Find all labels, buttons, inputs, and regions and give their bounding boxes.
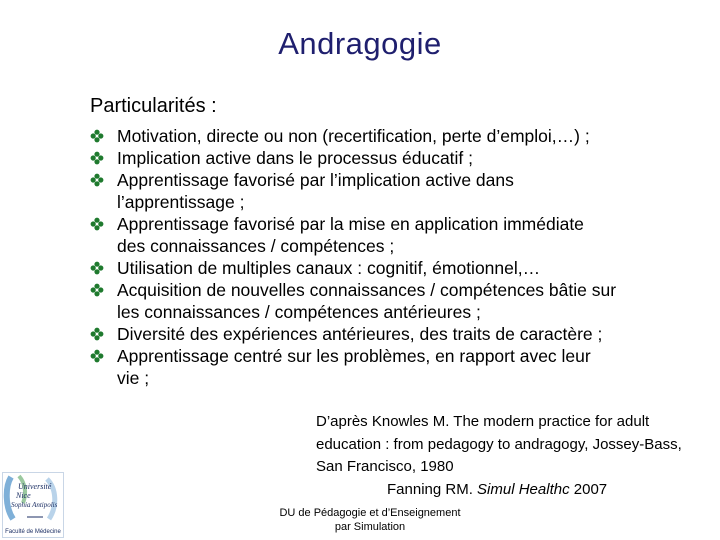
diamond-bullet-icon bbox=[90, 327, 104, 341]
bullet-item bbox=[90, 279, 650, 323]
bullet-item bbox=[90, 345, 650, 389]
bullet-text: Apprentissage favorisé par l’implication active dans bbox=[117, 170, 514, 190]
bullet-item bbox=[90, 257, 650, 279]
bullet-text-continuation: l’apprentissage ; bbox=[117, 192, 245, 212]
reference-block bbox=[316, 411, 718, 501]
diamond-bullet-icon bbox=[90, 151, 104, 165]
footer-line: par Simulation bbox=[334, 521, 406, 533]
diamond-bullet-icon bbox=[90, 349, 104, 363]
reference-fanning bbox=[316, 479, 718, 502]
bullet-text: Acquisition de nouvelles connaissances / compétences bâtie sur bbox=[117, 280, 617, 300]
bullet-item bbox=[90, 125, 650, 147]
diamond-bullet-icon bbox=[90, 129, 104, 143]
fanning-year: 2007 bbox=[569, 480, 608, 498]
bullet-item bbox=[90, 323, 650, 345]
bullet-text: Motivation, directe ou non (recertification, perte d’emploi,…) ; bbox=[117, 126, 590, 146]
bullet-list bbox=[90, 125, 650, 389]
fanning-journal: Simul Healthc bbox=[477, 480, 570, 498]
logo-emblem-icon bbox=[3, 473, 63, 525]
bullet-text-continuation: vie ; bbox=[117, 368, 150, 388]
bullet-text: Diversité des expériences antérieures, des traits de caractère ; bbox=[117, 324, 603, 344]
diamond-bullet-icon bbox=[90, 283, 104, 297]
bullet-text: Implication active dans le processus éducatif ; bbox=[117, 148, 474, 168]
footer bbox=[270, 506, 470, 534]
slide-title: Andragogie bbox=[278, 26, 442, 61]
footer-line: DU de Pédagogie et d’Enseignement bbox=[279, 507, 461, 519]
university-logo bbox=[2, 472, 64, 538]
fanning-author: Fanning RM. bbox=[387, 480, 478, 498]
reference-line: D’après Knowles M. The modern practice for adult bbox=[316, 413, 650, 430]
logo-caption: Faculté de Médecine bbox=[5, 529, 61, 535]
bullet-text-continuation: les connaissances / compétences antérieures ; bbox=[117, 302, 481, 322]
bullet-text: Apprentissage centré sur les problèmes, en rapport avec leur bbox=[117, 346, 591, 366]
slide-subtitle: Particularités : bbox=[90, 95, 217, 117]
reference-line: San Francisco, 1980 bbox=[316, 458, 454, 475]
bullet-item bbox=[90, 169, 650, 213]
bullet-text: Utilisation de multiples canaux : cognitif, émotionnel,… bbox=[117, 258, 541, 278]
diamond-bullet-icon bbox=[90, 217, 104, 231]
diamond-bullet-icon bbox=[90, 261, 104, 275]
reference-line: education : from pedagogy to andragogy, Jossey-Bass, bbox=[316, 435, 682, 453]
bullet-text-continuation: des connaissances / compétences ; bbox=[117, 236, 395, 256]
logo-text: Université bbox=[18, 482, 52, 491]
bullet-item bbox=[90, 147, 650, 169]
logo-text: Nice bbox=[16, 491, 31, 500]
bullet-text: Apprentissage favorisé par la mise en application immédiate bbox=[117, 214, 584, 234]
logo-text: Sophia Antipolis bbox=[11, 501, 58, 509]
bullet-item bbox=[90, 213, 650, 257]
diamond-bullet-icon bbox=[90, 173, 104, 187]
